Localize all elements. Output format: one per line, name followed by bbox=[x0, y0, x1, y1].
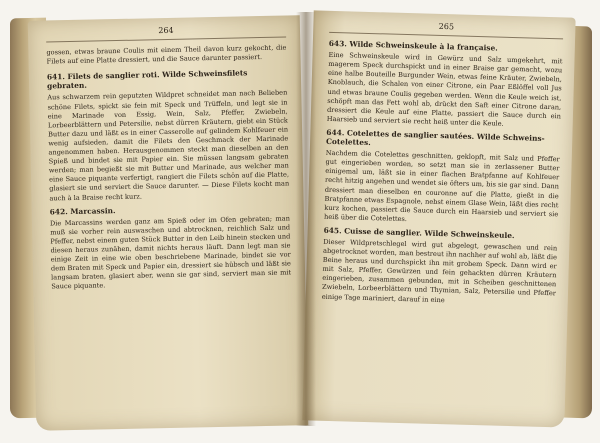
left-page bbox=[28, 15, 309, 431]
recipe-text: Die Marcassins werden ganz am Spieß oder im Ofen gebraten; man muß sie vorher rein auswaschen und abtrocknen, reichlich Salz und Pfeffer, nebst einem guten Stück Butter in den Leib hinein stecken und diesen heraus zunähen, damit nichts heraus läuft. Dann legt man sie einige Zeit in eine wie oben beschriebene Marinade, bindet sie vor dem Braten mit Speck und Papier ein, dressiert sie hübsch und läßt sie langsam braten, glasiert aber, wenn sie gar sind, serviert man sie mit Sauce piquante. bbox=[49, 214, 292, 291]
recipe-text: Aus schwarzem rein geputzten Wildpret schneidet man nach Belieben schöne Filets, spickt sie fein mit Speck und Trüffeln, und legt sie in eine Marinade von Essig, Wein, Salz, Pfeffer, Zwiebeln, Lorbeerblättern und Petersilie, nebst dürren Kräutern, giebt ein Stück Butter dazu und läßt es in einer Casserolle auf gelindem Kohlfeuer ein wenig aufsieden, damit die Filets den Geschmack der Marinade angenommen haben. Herausgenommen steckt man dieselben an den Spieß und bindet sie mit Papier ein. Sie müssen langsam gebraten werden; man begießt sie mit Butter und Marinade, aus welcher man eine Sauce piquante verfertigt, rangiert die Filets schön auf die Platte, glasiert sie und serviert die Sauce darunter. — Diese Filets kocht man auch à la Braise recht kurz. bbox=[47, 88, 290, 202]
book-gutter bbox=[296, 12, 316, 426]
open-book bbox=[10, 8, 592, 436]
page-number-right: 265 bbox=[438, 21, 455, 32]
recipe-text: Nachdem die Cotelettes geschnitten, geklopft, mit Salz und Pfeffer gut eingerieben worden, so setzt man sie in zerlassener Butter einigemal um, läßt sie in einer flachen Bratpfanne auf Kohlfeuer recht hitzig angehen und wendet sie öfters um, bis sie gar sind. Dann dressiert man dieselben en couronne auf die Platte, gießt in die Bratpfanne etwas Espagnole, nebst einem Glase Wein, läßt dies recht kurz kochen, passiert die Sauce durch ein Haarsieb und serviert sie heiß über die Cotelettes. bbox=[323, 148, 560, 223]
recipe-heading: 644. Cotelettes de sanglier sautées. Wilde Schweins-Cotelettes. bbox=[325, 127, 545, 148]
recipe-heading: 642. Marcassin. bbox=[49, 205, 116, 217]
recipe-heading: 641. Filets de sanglier roti. Wilde Schweinsfilets gebraten. bbox=[46, 68, 248, 91]
recipe-heading: 643. Wilde Schweinskeule à la française. bbox=[328, 38, 498, 53]
recipe-heading: 645. Cuisse de sanglier. Wilde Schweinskeule. bbox=[323, 225, 515, 240]
header-rule-left bbox=[46, 37, 286, 43]
recipe-text: Dieser Wildpretschlegel wird gut abgelegt, gewaschen und rein abgetrocknet worden, man bestreut ihn nachher auf wohl ab, läßt die Beine heraus und durchspickt ihn mit grobem Speck. Dann wird er mit Salz, Pfeffer, Gewürzen und fein gehackten dürren Kräutern eingerieben, zusammen gebunden, mit in Scheiben geschnittenen Zwiebeln, Lorbeerblättern und Thymian, Salz, Petersilie und Pfeffer einige Tage mariniert, darauf in eine bbox=[321, 237, 558, 304]
right-page bbox=[302, 10, 575, 427]
continuation-text: gossen, etwas braune Coulis mit einem Theil davon kurz gekocht, die Filets auf eine Platte dressiert, und die Sauce darunter passiert. bbox=[46, 43, 287, 66]
recipe-text: Eine Schweinskeule wird in Gewürz und Salz umgekehrt, mit magerem Speck durchspickt und in einer Braise gar gemacht, wozu eine halbe Bouteille Burgunder Wein, etwas feine Kräuter, Zwiebeln, Knoblauch, die Schalen von einer Citrone, ein Paar Eßlöffel voll Jus und etwas braune Coulis gegeben werden. Wenn die Keule weich ist, schöpft man das Fett wohl ab, drückt den Saft einer Citrone daran, dressiert die Keule auf eine Platte, passiert die Sauce durch ein Haarsieb und serviert sie recht heiß unter die Keule. bbox=[326, 51, 563, 128]
page-number-left: 264 bbox=[158, 25, 174, 36]
